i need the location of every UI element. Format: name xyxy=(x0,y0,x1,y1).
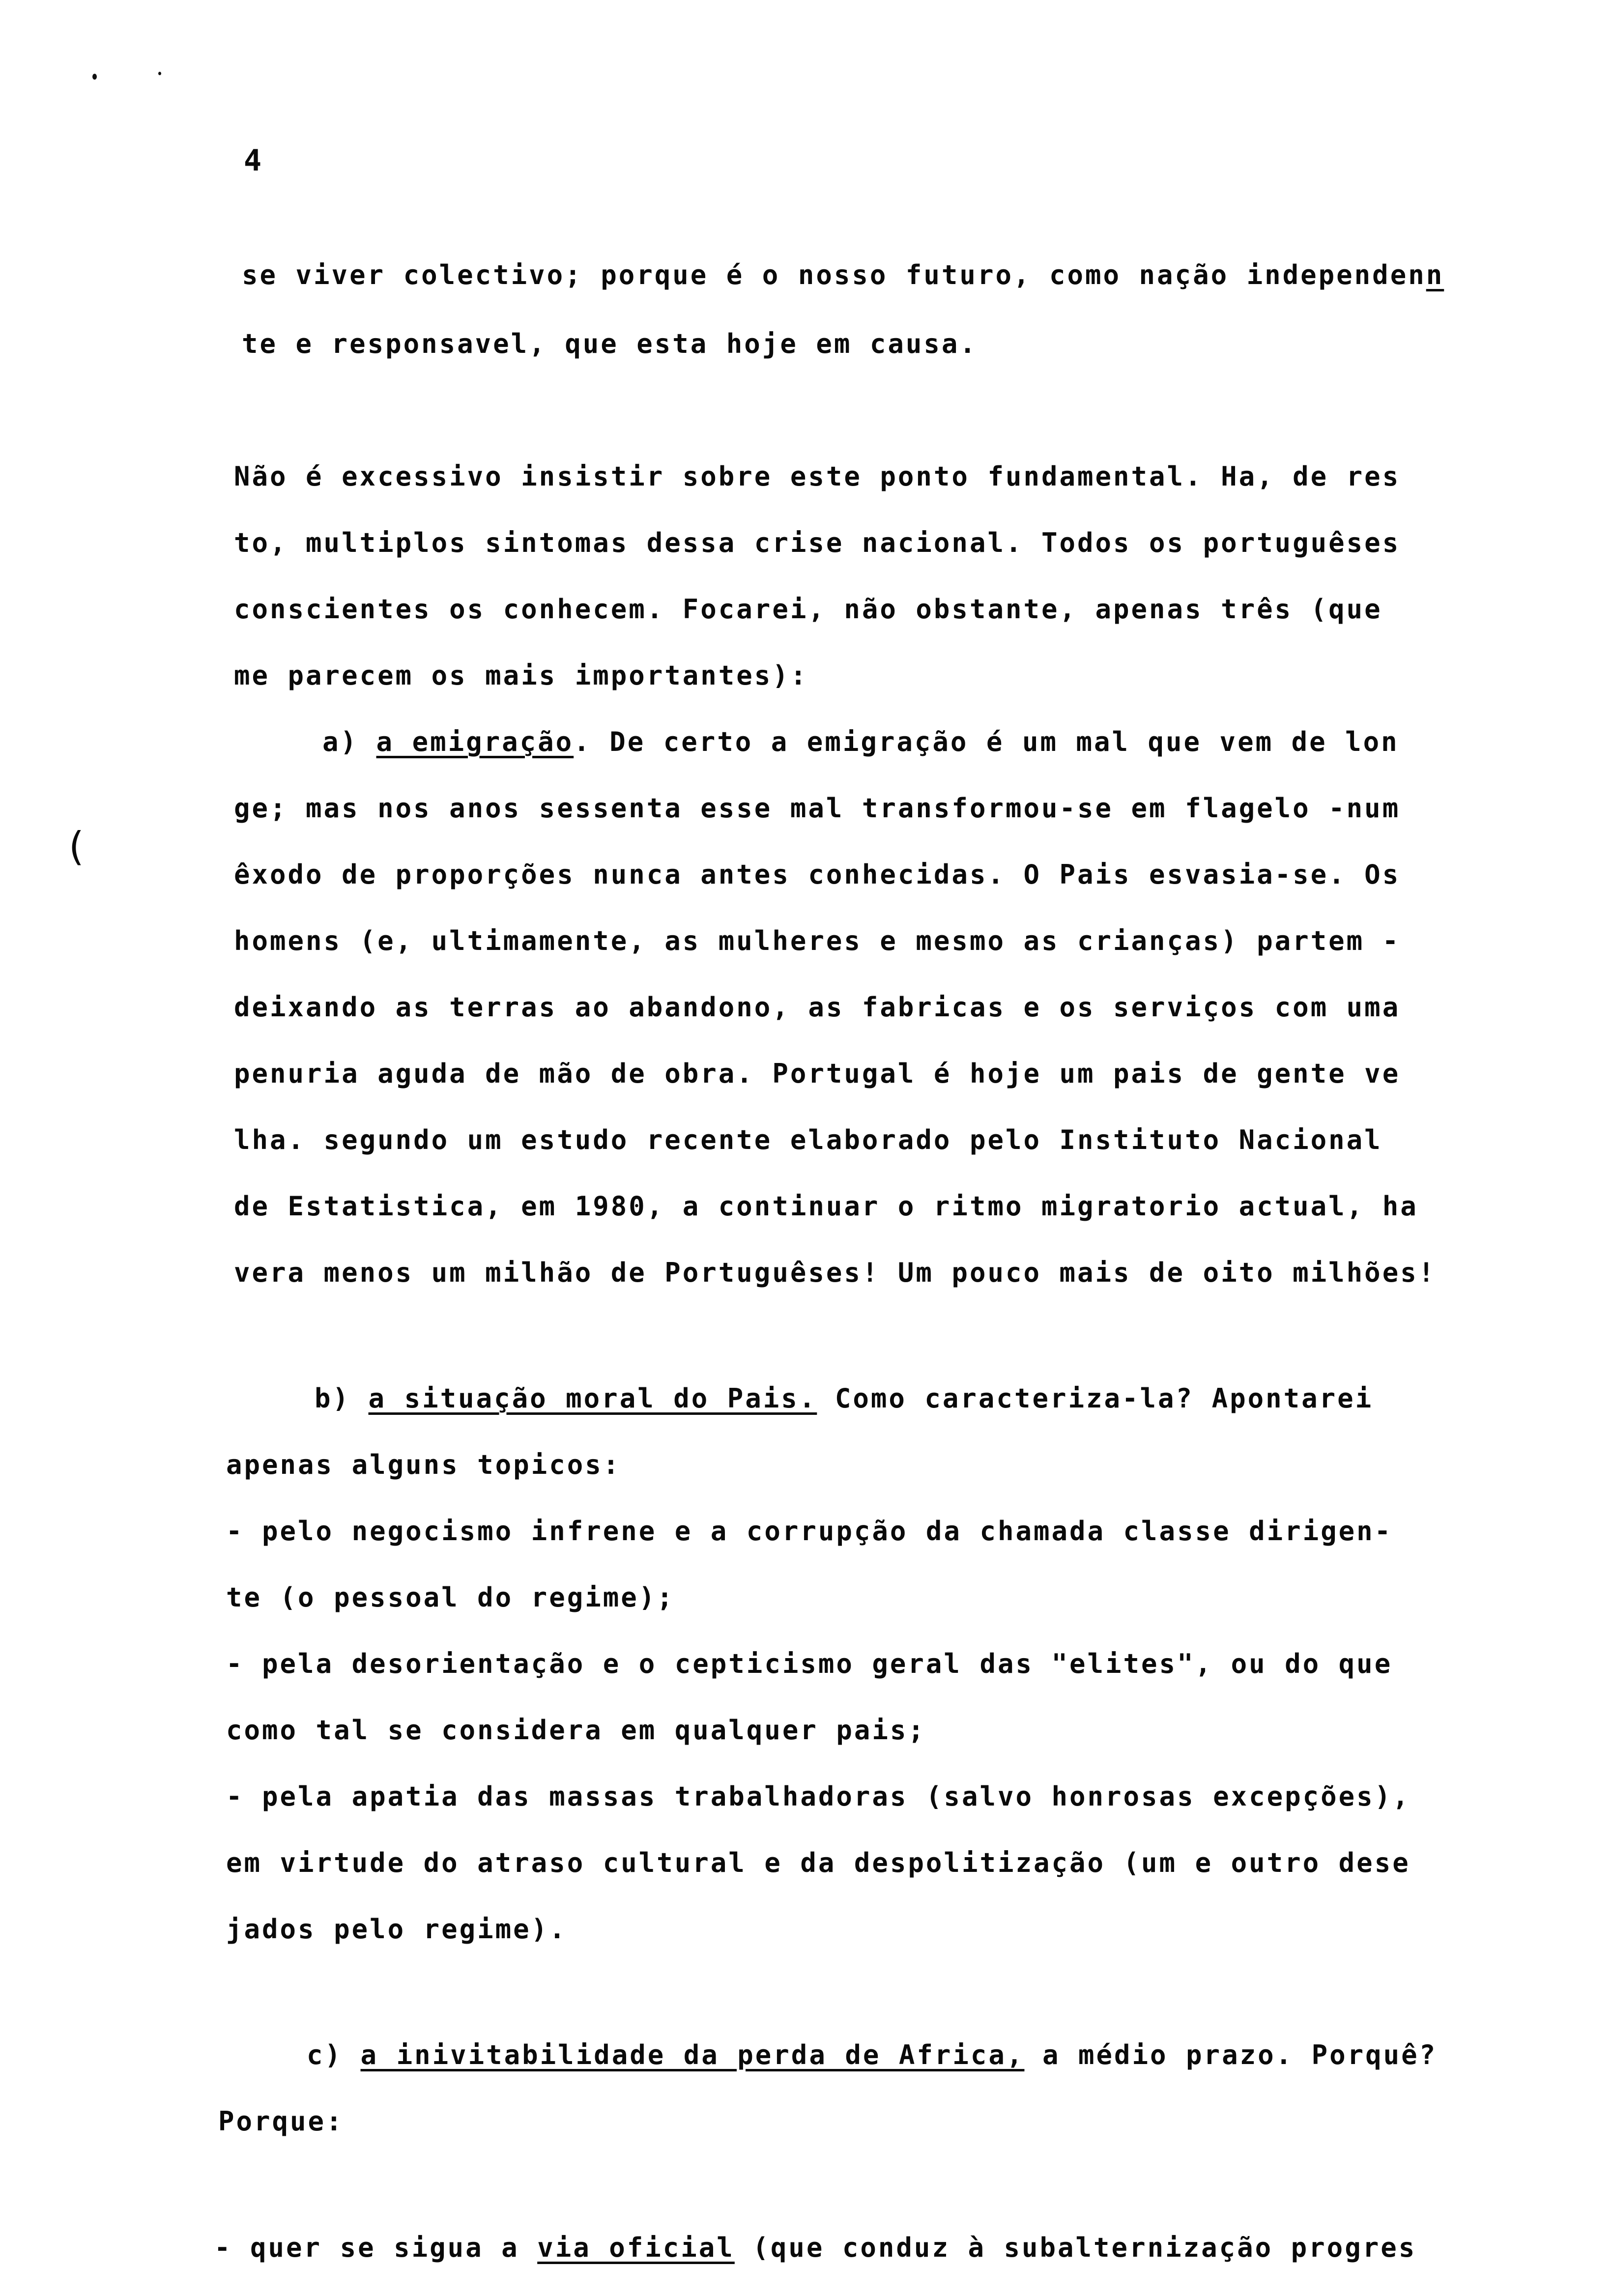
text-line xyxy=(226,1649,1392,1679)
text-segment: como tal se considera em qualquer pais; xyxy=(226,1715,926,1746)
text-segment: - pela desorientação e o cepticismo geral das "elites", ou do que xyxy=(226,1648,1393,1679)
text-line xyxy=(226,1915,567,1944)
text-line xyxy=(234,661,808,690)
text-line xyxy=(315,1384,1373,1413)
text-segment: Porque: xyxy=(218,2106,344,2137)
text-line xyxy=(226,1716,926,1745)
text-segment: a médio prazo. Porquê? xyxy=(1024,2039,1438,2070)
text-segment: to, multiplos sintomas dessa crise nacional. Todos os portuguêses xyxy=(234,527,1401,558)
text-line xyxy=(226,1517,1392,1546)
text-segment: vera menos um milhão de Portuguêses! Um pouco mais de oito milhões! xyxy=(234,1257,1437,1288)
underlined-text: n xyxy=(1426,259,1444,290)
text-segment: c) xyxy=(307,2039,361,2070)
text-line xyxy=(226,1583,675,1612)
text-line xyxy=(307,2040,1437,2070)
text-segment: lha. segundo um estudo recente elaborado pelo Instituto Nacional xyxy=(234,1124,1382,1155)
text-segment: te e responsavel, que esta hoje em causa. xyxy=(242,328,978,359)
text-segment: Não é excessivo insistir sobre este ponto fundamental. Ha, de res xyxy=(234,461,1401,492)
underlined-text: a inivitabilidade da perda de Africa, xyxy=(360,2039,1025,2070)
text-segment: conscientes os conhecem. Focarei, não obstante, apenas três (que xyxy=(234,594,1382,625)
text-segment: se viver colectivo; porque é o nosso futuro, como nação independen xyxy=(242,259,1426,290)
text-line xyxy=(226,1450,621,1480)
text-line xyxy=(242,260,1444,290)
text-segment: ge; mas nos anos sessenta esse mal transformou-se em flagelo -num xyxy=(234,793,1401,824)
scan-speck xyxy=(158,72,161,75)
text-line xyxy=(218,2107,344,2136)
text-segment: êxodo de proporções nunca antes conhecidas. O Pais esvasia-se. Os xyxy=(234,859,1401,890)
text-segment: Como caracteriza-la? Apontarei xyxy=(817,1383,1374,1414)
text-line xyxy=(234,528,1400,558)
text-line xyxy=(226,1782,1410,1811)
text-segment: apenas alguns topicos: xyxy=(226,1449,621,1480)
text-line xyxy=(214,2233,1416,2263)
text-line xyxy=(242,329,978,359)
scan-speck xyxy=(92,74,97,80)
text-line xyxy=(234,860,1400,890)
text-segment: me parecem os mais importantes): xyxy=(234,660,808,691)
underlined-text: via oficial xyxy=(537,2232,735,2263)
text-line xyxy=(234,794,1400,823)
text-line xyxy=(234,993,1400,1022)
text-segment: de Estatistica, em 1980, a continuar o ritmo migratorio actual, ha xyxy=(234,1191,1418,1222)
text-line xyxy=(234,926,1400,956)
text-segment: te (o pessoal do regime); xyxy=(226,1582,675,1613)
text-line xyxy=(234,595,1382,624)
text-segment: - pela apatia das massas trabalhadoras (salvo honrosas excepções), xyxy=(226,1781,1410,1812)
text-segment: em virtude do atraso cultural e da despolitização (um e outro dese xyxy=(226,1847,1410,1878)
text-line xyxy=(234,1059,1400,1089)
text-line xyxy=(322,727,1399,757)
text-segment: - pelo negocismo infrene e a corrupção da chamada classe dirigen- xyxy=(226,1516,1393,1547)
text-segment: . De certo a emigração é um mal que vem de lon xyxy=(574,726,1399,757)
text-segment: b) xyxy=(315,1383,369,1414)
text-segment: deixando as terras ao abandono, as fabricas e os serviços com uma xyxy=(234,992,1401,1023)
text-segment: jados pelo regime). xyxy=(226,1914,567,1945)
underlined-text: a situação moral do Pais. xyxy=(368,1383,817,1414)
text-line xyxy=(234,1258,1436,1288)
text-line xyxy=(234,1125,1382,1155)
margin-bracket-mark: ( xyxy=(64,824,88,869)
text-segment: homens (e, ultimamente, as mulheres e mesmo as crianças) partem - xyxy=(234,925,1401,956)
text-segment: - quer se sigua a xyxy=(214,2232,538,2263)
text-segment: (que conduz à subalternização progres xyxy=(734,2232,1417,2263)
page-number: 4 xyxy=(244,144,262,178)
text-line xyxy=(226,1848,1410,1878)
text-segment: penuria aguda de mão de obra. Portugal é hoje um pais de gente ve xyxy=(234,1058,1401,1089)
underlined-text: a emigração xyxy=(376,726,574,757)
text-segment: a) xyxy=(322,726,376,757)
text-line xyxy=(234,1192,1418,1221)
text-line xyxy=(234,462,1400,491)
